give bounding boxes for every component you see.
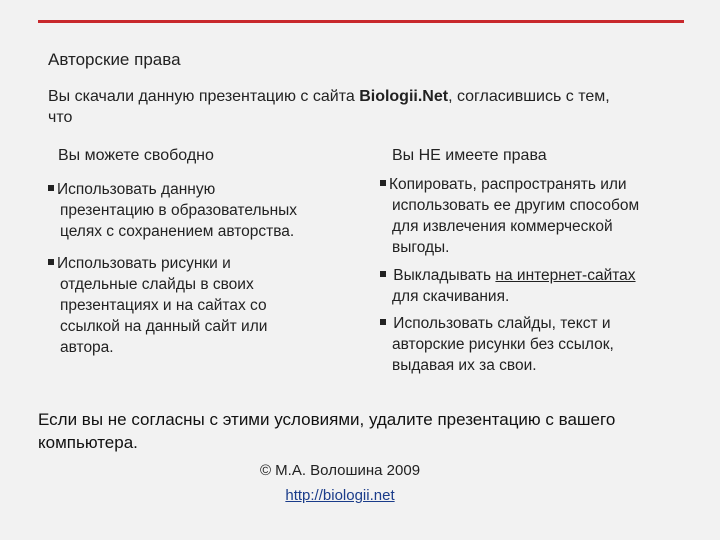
copyright — [0, 462, 720, 479]
intro-text — [48, 86, 688, 128]
bullet-square-icon — [48, 185, 54, 191]
copyright-text: © М.А. Волошина 2009 — [259, 462, 421, 479]
site-link[interactable]: http://biologii.net — [285, 487, 395, 504]
left-bullet-2: Использовать рисунки и отдельные слайды в своих презентациях и на сайтах со ссылкой на данный сайт или автора. — [48, 253, 267, 358]
underlined-phrase: на интернет-сайтах — [495, 267, 636, 284]
intro-site: Biologii.Net — [359, 88, 449, 105]
right-bullet-1: Копировать, распространять или использовать ее другим способом для извлечения коммерческой выгоды. — [380, 174, 639, 258]
left-bullet-1: Использовать данную презентацию в образовательных целях с сохранением авторства. — [48, 179, 297, 242]
left-column-heading: Вы можете свободно — [58, 147, 214, 164]
intro-after: , согласившись с тем, — [448, 88, 610, 105]
bullet-square-icon — [380, 180, 386, 186]
bullet-square-icon — [48, 259, 54, 265]
intro-line2: что — [48, 109, 73, 126]
right-bullet-2: Выкладывать на интернет-сайтах для скачивания. — [380, 265, 636, 307]
bullet-square-icon — [380, 319, 386, 325]
conditions-note: Если вы не согласны с этими условиями, удалите презентацию с вашего компьютера. — [38, 410, 616, 452]
top-rule — [38, 20, 684, 23]
bullet-square-icon — [380, 271, 386, 277]
slide-title: Авторские права — [48, 50, 181, 69]
site-link-container — [0, 487, 720, 504]
intro-before: Вы скачали данную презентацию с сайта — [48, 88, 360, 105]
right-bullet-3: Использовать слайды, текст и авторские рисунки без ссылок, выдавая их за свои. — [380, 313, 614, 376]
right-column-heading: Вы НЕ имеете права — [392, 147, 547, 164]
